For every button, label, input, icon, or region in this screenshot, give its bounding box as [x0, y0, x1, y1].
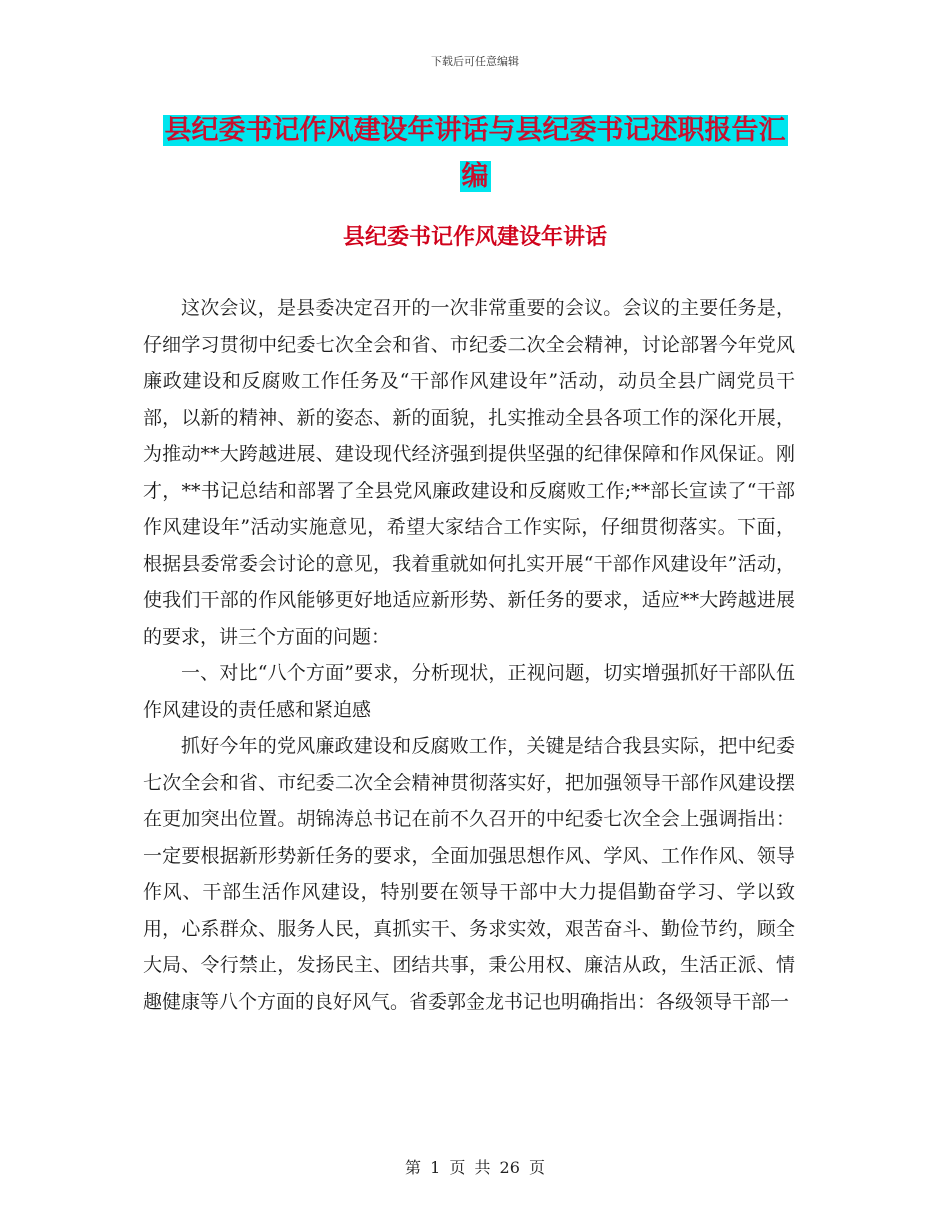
- section-title: 县纪委书记作风建设年讲话: [342, 225, 607, 250]
- document-title: [0, 108, 950, 200]
- document-body: [143, 290, 795, 1020]
- document-title-line1: 县纪委书记作风建设年讲话与县纪委书记述职报告汇: [164, 115, 786, 146]
- paragraph: 这次会议，是县委决定召开的一次非常重要的会议。会议的主要任务是，仔细学习贯彻中纪委七次全会和省、市纪委二次全会精神，讨论部署今年党风廉政建设和反腐败工作任务及“干部作风建设年”活动，动员全县广阔党员干部，以新的精神、新的姿态、新的面貌，扎实推动全县各项工作的深化开展，为推动**大跨越进展、建设现代经济强到提供坚强的纪律保障和作风保证。刚才，**书记总结和部署了全县党风廉政建设和反腐败工作;**部长宣读了“干部作风建设年”活动实施意见，希望大家结合工作实际，仔细贯彻落实。下面，根据县委常委会讨论的意见，我着重就如何扎实开展“干部作风建设年”活动，使我们干部的作风能够更好地适应新形势、新任务的要求，适应**大跨越进展的要求，讲三个方面的问题：: [143, 297, 795, 648]
- paragraph: 一、对比“八个方面”要求，分析现状，正视问题，切实增强抓好干部队伍作风建设的责任感和紧迫感: [143, 662, 795, 721]
- header-note: 下载后可任意编辑: [431, 55, 519, 68]
- paragraph: 抓好今年的党风廉政建设和反腐败工作，关键是结合我县实际，把中纪委七次全会和省、市纪委二次全会精神贯彻落实好，把加强领导干部作风建设摆在更加突出位置。胡锦涛总书记在前不久召开的中纪委七次全会上强调指出：一定要根据新形势新任务的要求，全面加强思想作风、学风、工作作风、领导作风、干部生活作风建设，特别要在领导干部中大力提倡勤奋学习、学以致用，心系群众、服务人民，真抓实干、务求实效，艰苦奋斗、勤俭节约，顾全大局、令行禁止，发扬民主、团结共事，秉公用权、廉洁从政，生活正派、情趣健康等八个方面的良好风气。省委郭金龙书记也明确指出：各级领导干部一: [143, 735, 795, 1013]
- page-number-footer: 第 1 页 共 26 页: [405, 1158, 545, 1177]
- document-title-line2: 编: [461, 161, 489, 192]
